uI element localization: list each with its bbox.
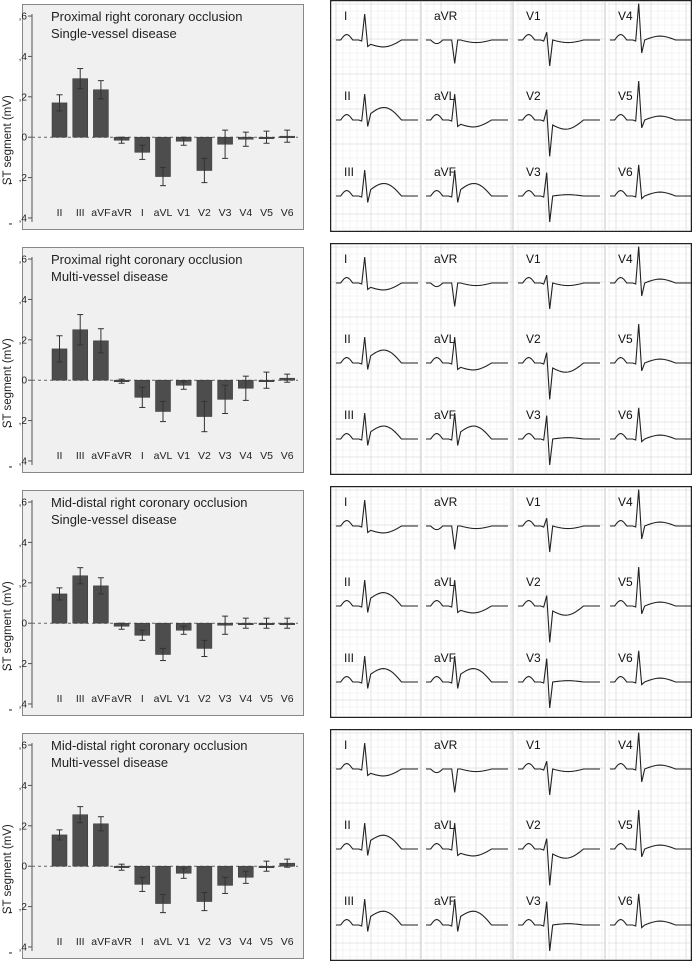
category-label: aVL	[153, 450, 173, 462]
category-label: aVL	[153, 207, 173, 219]
lead-label-V3: V3	[526, 651, 541, 665]
lead-label-aVL: aVL	[434, 89, 456, 103]
lead-label-V6: V6	[618, 165, 633, 179]
lead-label-III: III	[344, 651, 355, 665]
y-axis-label: ST segment (mV)	[2, 581, 14, 672]
y-tick-label: ,4	[18, 51, 27, 63]
lead-label-V5: V5	[618, 818, 633, 832]
y-tick-label: ,2	[18, 902, 27, 914]
st-chart-4	[0, 729, 320, 961]
column-gap	[605, 2, 608, 230]
category-label: V1	[177, 693, 191, 705]
category-label: I	[140, 450, 144, 462]
lead-label-V6: V6	[618, 408, 633, 422]
category-label: III	[75, 207, 85, 219]
column-gap	[421, 488, 424, 716]
column-gap	[605, 488, 608, 716]
category-label: aVR	[111, 207, 132, 219]
lead-label-aVF: aVF	[434, 408, 457, 422]
lead-label-V2: V2	[526, 89, 541, 103]
lead-label-V2: V2	[526, 575, 541, 589]
category-label: V4	[239, 936, 253, 948]
column-gap	[513, 488, 516, 716]
lead-label-II: II	[344, 89, 351, 103]
chart-subtitle: Multi-vessel disease	[51, 755, 169, 770]
lead-label-V4: V4	[618, 252, 633, 266]
lead-label-aVL: aVL	[434, 575, 456, 589]
category-label: aVL	[153, 936, 173, 948]
y-tick-label: ,6	[18, 11, 27, 23]
category-label: V3	[218, 693, 232, 705]
category-label: V1	[177, 936, 191, 948]
lead-label-V1: V1	[526, 252, 541, 266]
lead-label-II: II	[344, 818, 351, 832]
category-label: V2	[197, 450, 211, 462]
lead-label-aVL: aVL	[434, 818, 456, 832]
category-label: II	[56, 936, 63, 948]
y-tick-label: ,2	[18, 578, 27, 590]
y-tick-label: ,4	[18, 699, 27, 711]
y-tick-label: 0	[21, 132, 27, 144]
category-label: I	[140, 207, 144, 219]
ecg-tracing-3	[330, 486, 692, 718]
category-label: V2	[197, 936, 211, 948]
category-label: III	[75, 936, 85, 948]
category-label: V6	[280, 693, 294, 705]
y-tick-label: 0	[21, 375, 27, 387]
category-label: V4	[239, 693, 253, 705]
category-label: II	[56, 693, 63, 705]
chart-title: Mid-distal right coronary occlusion	[51, 738, 248, 753]
category-label: V3	[218, 450, 232, 462]
column-gap	[513, 731, 516, 959]
lead-label-V4: V4	[618, 9, 633, 23]
lead-label-V1: V1	[526, 495, 541, 509]
category-label: V4	[239, 207, 253, 219]
category-label: aVR	[111, 936, 132, 948]
column-gap	[421, 731, 424, 959]
category-label: V5	[260, 936, 273, 948]
st-chart-1	[0, 0, 320, 232]
lead-label-aVR: aVR	[434, 495, 458, 509]
chart-subtitle: Single-vessel disease	[51, 512, 177, 527]
column-gap	[605, 731, 608, 959]
y-tick-label: ,2	[18, 173, 27, 185]
lead-label-aVF: aVF	[434, 651, 457, 665]
lead-label-V5: V5	[618, 89, 633, 103]
category-label: V6	[280, 207, 294, 219]
category-label: V2	[197, 207, 211, 219]
category-label: aVF	[91, 693, 111, 705]
column-gap	[421, 2, 424, 230]
ecg-tracing-2	[330, 243, 692, 475]
y-tick-label: ,2	[18, 659, 27, 671]
ecg-tracing-1	[330, 0, 692, 232]
category-label: V3	[218, 207, 232, 219]
category-label: aVF	[91, 207, 111, 219]
lead-label-aVR: aVR	[434, 738, 458, 752]
y-tick-label: ,4	[18, 456, 27, 468]
ecg-tracing-4	[330, 729, 692, 961]
lead-label-I: I	[344, 495, 348, 509]
lead-label-I: I	[344, 9, 348, 23]
y-axis-label: ST segment (mV)	[2, 338, 14, 429]
category-label: aVR	[111, 450, 132, 462]
category-label: I	[140, 936, 144, 948]
category-label: V5	[260, 207, 273, 219]
lead-label-aVL: aVL	[434, 332, 456, 346]
category-label: V5	[260, 693, 273, 705]
y-tick-label: ,4	[18, 537, 27, 549]
lead-label-III: III	[344, 408, 355, 422]
y-tick-label: ,6	[18, 497, 27, 509]
lead-label-V5: V5	[618, 332, 633, 346]
lead-label-V3: V3	[526, 408, 541, 422]
y-tick-label: ,6	[18, 740, 27, 752]
category-label: V6	[280, 450, 294, 462]
lead-label-V4: V4	[618, 738, 633, 752]
st-chart-2	[0, 243, 320, 475]
category-label: V5	[260, 450, 273, 462]
lead-label-II: II	[344, 332, 351, 346]
lead-label-II: II	[344, 575, 351, 589]
category-label: I	[140, 693, 144, 705]
lead-label-III: III	[344, 894, 355, 908]
category-label: II	[56, 207, 63, 219]
y-axis-label: ST segment (mV)	[2, 824, 14, 915]
lead-label-V6: V6	[618, 894, 633, 908]
lead-label-III: III	[344, 165, 355, 179]
lead-label-V2: V2	[526, 818, 541, 832]
category-label: V4	[239, 450, 253, 462]
category-label: V3	[218, 936, 232, 948]
category-label: V1	[177, 450, 191, 462]
lead-label-aVR: aVR	[434, 252, 458, 266]
category-label: III	[75, 693, 85, 705]
y-tick-label: ,4	[18, 780, 27, 792]
category-label: II	[56, 450, 63, 462]
category-label: V1	[177, 207, 191, 219]
chart-title: Proximal right coronary occlusion	[51, 252, 243, 267]
y-tick-label: ,2	[18, 335, 27, 347]
y-tick-label: ,4	[18, 213, 27, 225]
y-tick-label: ,6	[18, 254, 27, 266]
lead-label-V3: V3	[526, 165, 541, 179]
category-label: V6	[280, 936, 294, 948]
lead-label-V3: V3	[526, 894, 541, 908]
category-label: aVF	[91, 450, 111, 462]
st-chart-3	[0, 486, 320, 718]
y-axis-label: ST segment (mV)	[2, 95, 14, 186]
column-gap	[421, 245, 424, 473]
category-label: aVL	[153, 693, 173, 705]
chart-title: Mid-distal right coronary occlusion	[51, 495, 248, 510]
lead-label-I: I	[344, 738, 348, 752]
lead-label-aVR: aVR	[434, 9, 458, 23]
lead-label-V5: V5	[618, 575, 633, 589]
chart-title: Proximal right coronary occlusion	[51, 9, 243, 24]
y-tick-label: ,4	[18, 942, 27, 954]
lead-label-V6: V6	[618, 651, 633, 665]
chart-subtitle: Single-vessel disease	[51, 26, 177, 41]
lead-label-V4: V4	[618, 495, 633, 509]
lead-label-aVF: aVF	[434, 165, 457, 179]
category-label: III	[75, 450, 85, 462]
column-gap	[513, 2, 516, 230]
y-tick-label: 0	[21, 861, 27, 873]
category-label: V2	[197, 693, 211, 705]
chart-subtitle: Multi-vessel disease	[51, 269, 169, 284]
column-gap	[513, 245, 516, 473]
lead-label-V1: V1	[526, 738, 541, 752]
category-label: aVR	[111, 693, 132, 705]
lead-label-V2: V2	[526, 332, 541, 346]
lead-label-V1: V1	[526, 9, 541, 23]
category-label: aVF	[91, 936, 111, 948]
y-tick-label: 0	[21, 618, 27, 630]
y-tick-label: ,4	[18, 294, 27, 306]
y-tick-label: ,2	[18, 92, 27, 104]
column-gap	[605, 245, 608, 473]
lead-label-aVF: aVF	[434, 894, 457, 908]
lead-label-I: I	[344, 252, 348, 266]
y-tick-label: ,2	[18, 416, 27, 428]
y-tick-label: ,2	[18, 821, 27, 833]
